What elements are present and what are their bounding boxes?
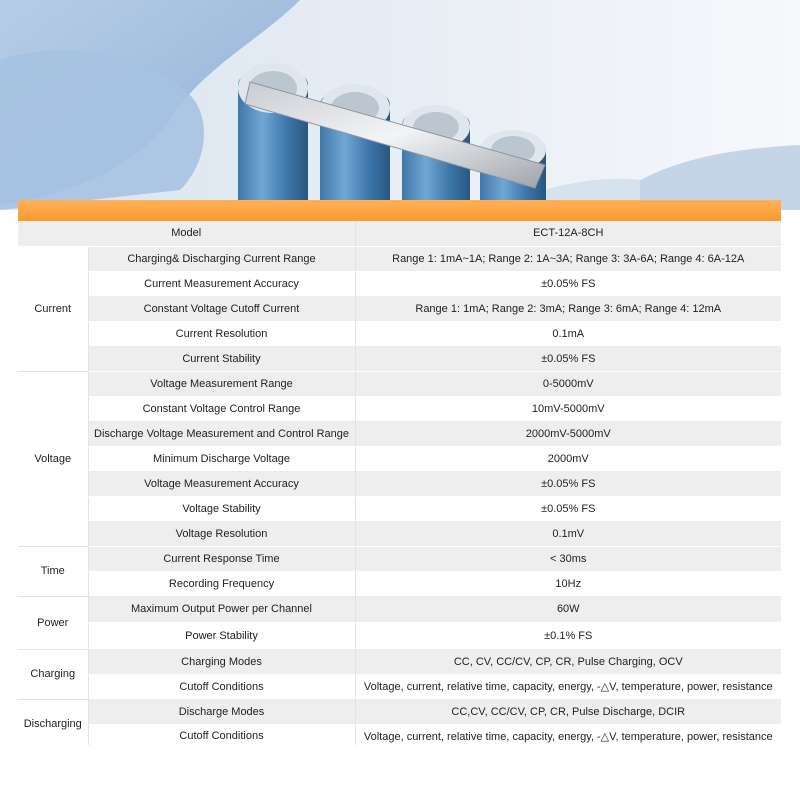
- specification-table: [18, 200, 781, 749]
- parameter-label: Voltage Stability: [88, 496, 355, 521]
- model-label: Model: [18, 221, 355, 246]
- spec-row: [18, 674, 781, 699]
- battery-cells-illustration: [0, 0, 800, 210]
- parameter-value: Voltage, current, relative time, capacity, energy, -△V, temperature, power, resistance: [355, 674, 781, 699]
- parameter-label: Power Stability: [88, 622, 355, 649]
- parameter-value: 0-5000mV: [355, 371, 781, 396]
- parameter-label: Cutoff Conditions: [88, 674, 355, 699]
- category-label: Discharging: [18, 699, 88, 748]
- spec-row: [18, 471, 781, 496]
- spec-row: [18, 622, 781, 649]
- spec-row: [18, 296, 781, 321]
- parameter-label: Minimum Discharge Voltage: [88, 446, 355, 471]
- parameter-value: ±0.05% FS: [355, 346, 781, 371]
- spec-row: [18, 421, 781, 446]
- spec-row: [18, 699, 781, 724]
- spec-row: [18, 596, 781, 622]
- category-label: Current: [18, 246, 88, 371]
- spec-row: [18, 396, 781, 421]
- bottom-fade: [0, 745, 800, 800]
- parameter-label: Cutoff Conditions: [88, 724, 355, 748]
- parameter-label: Current Resolution: [88, 321, 355, 346]
- parameter-value: ±0.05% FS: [355, 271, 781, 296]
- parameter-label: Discharge Voltage Measurement and Control Range: [88, 421, 355, 446]
- category-label: Time: [18, 546, 88, 596]
- parameter-value: 60W: [355, 596, 781, 622]
- parameter-label: Voltage Measurement Accuracy: [88, 471, 355, 496]
- spec-row: [18, 571, 781, 596]
- category-label: Voltage: [18, 371, 88, 546]
- spec-row: [18, 246, 781, 271]
- parameter-value: CC, CV, CC/CV, CP, CR, Pulse Charging, OCV: [355, 649, 781, 674]
- parameter-label: Voltage Measurement Range: [88, 371, 355, 396]
- parameter-value: Voltage, current, relative time, capacity, energy, -△V, temperature, power, resistance: [355, 724, 781, 748]
- parameter-value: Range 1: 1mA~1A; Range 2: 1A~3A; Range 3: 3A-6A; Range 4: 6A-12A: [355, 246, 781, 271]
- parameter-value: 2000mV: [355, 446, 781, 471]
- parameter-label: Maximum Output Power per Channel: [88, 596, 355, 622]
- parameter-label: Recording Frequency: [88, 571, 355, 596]
- parameter-value: Range 1: 1mA; Range 2: 3mA; Range 3: 6mA; Range 4: 12mA: [355, 296, 781, 321]
- parameter-label: Current Response Time: [88, 546, 355, 571]
- model-row: [18, 221, 781, 246]
- parameter-value: 10Hz: [355, 571, 781, 596]
- parameter-value: 2000mV-5000mV: [355, 421, 781, 446]
- parameter-label: Current Stability: [88, 346, 355, 371]
- model-value: ECT-12A-8CH: [355, 221, 781, 246]
- spec-row: [18, 496, 781, 521]
- parameter-value: 0.1mA: [355, 321, 781, 346]
- parameter-value: 10mV-5000mV: [355, 396, 781, 421]
- parameter-label: Constant Voltage Cutoff Current: [88, 296, 355, 321]
- spec-row: [18, 321, 781, 346]
- parameter-label: Voltage Resolution: [88, 521, 355, 546]
- parameter-label: Charging& Discharging Current Range: [88, 246, 355, 271]
- parameter-value: ±0.1% FS: [355, 622, 781, 649]
- category-label: Power: [18, 596, 88, 649]
- parameter-label: Discharge Modes: [88, 699, 355, 724]
- parameter-label: Current Measurement Accuracy: [88, 271, 355, 296]
- spec-row: [18, 649, 781, 674]
- spec-row: [18, 346, 781, 371]
- spec-row: [18, 521, 781, 546]
- header-photo-battery-cells: [0, 0, 800, 210]
- accent-bar: [18, 200, 781, 221]
- parameter-value: 0.1mV: [355, 521, 781, 546]
- spec-row: [18, 271, 781, 296]
- parameter-value: < 30ms: [355, 546, 781, 571]
- parameter-value: ±0.05% FS: [355, 496, 781, 521]
- category-label: Charging: [18, 649, 88, 699]
- spec-row: [18, 546, 781, 571]
- parameter-label: Charging Modes: [88, 649, 355, 674]
- spec-grid: [18, 221, 781, 749]
- parameter-label: Constant Voltage Control Range: [88, 396, 355, 421]
- parameter-value: ±0.05% FS: [355, 471, 781, 496]
- parameter-value: CC,CV, CC/CV, CP, CR, Pulse Discharge, DCIR: [355, 699, 781, 724]
- spec-row: [18, 371, 781, 396]
- spec-row: [18, 446, 781, 471]
